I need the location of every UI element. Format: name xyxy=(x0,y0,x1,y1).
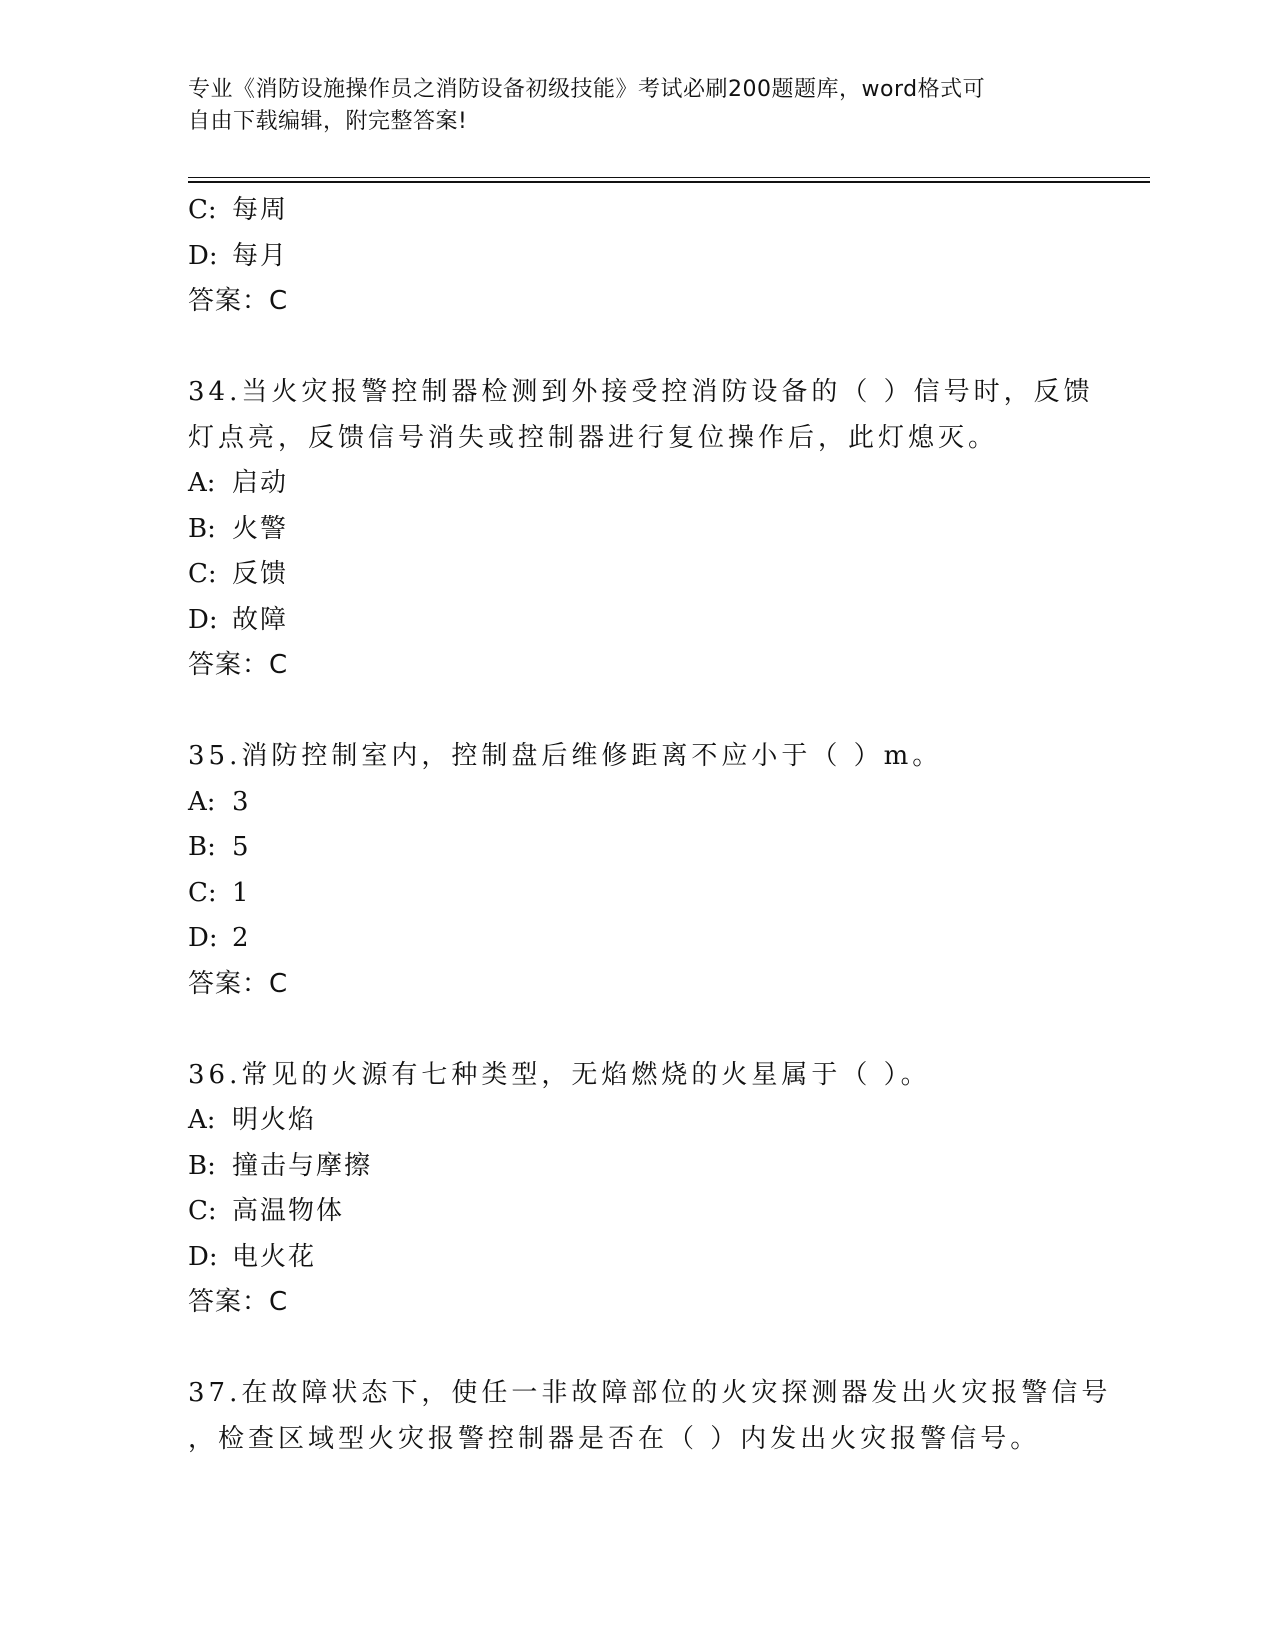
option-c xyxy=(188,871,1088,917)
question-text-line-1: 35.消防控制室内，控制盘后维修距离不应小于（ ）m。 xyxy=(188,741,943,771)
answer: 答案：C xyxy=(188,286,289,316)
option-key: C: xyxy=(188,559,217,589)
option-key: B: xyxy=(188,832,216,862)
question-36 xyxy=(188,1053,1088,1326)
option-c xyxy=(188,188,1088,234)
option-key: D: xyxy=(188,1241,218,1272)
header-divider-thin xyxy=(188,177,1150,178)
option-text: 每月 xyxy=(232,240,289,271)
option-key: A: xyxy=(188,786,216,817)
option-key: C: xyxy=(188,1196,217,1226)
header-line-1: 专业《消防设施操作员之消防设备初级技能》考试必刷200题题库，word格式可 xyxy=(188,77,986,102)
option-text: 5 xyxy=(232,832,251,862)
option-key: C: xyxy=(188,877,217,908)
question-35 xyxy=(188,734,1088,1007)
option-key: B: xyxy=(188,1150,216,1181)
page-header xyxy=(188,74,1068,138)
option-b xyxy=(188,825,1088,871)
option-b xyxy=(188,1144,1088,1190)
option-d xyxy=(188,234,1088,280)
option-text: 高温物体 xyxy=(232,1196,345,1226)
option-text: 故障 xyxy=(232,604,289,635)
answer: 答案：C xyxy=(188,968,289,999)
question-text-line-1: 34.当火灾报警控制器检测到外接受控消防设备的（ ）信号时，反馈 xyxy=(188,377,1094,407)
answer: 答案：C xyxy=(188,650,289,680)
option-a xyxy=(188,780,1088,826)
question-34 xyxy=(188,370,1094,689)
option-text: 明火焰 xyxy=(232,1105,317,1135)
option-text: 每周 xyxy=(232,195,289,225)
question-list xyxy=(188,188,1112,1462)
spacer xyxy=(188,325,1088,371)
option-text: 1 xyxy=(232,877,251,908)
option-d xyxy=(188,1235,1088,1281)
option-key: D: xyxy=(188,604,218,635)
option-text: 火警 xyxy=(232,513,289,544)
option-c xyxy=(188,1189,1088,1235)
spacer xyxy=(188,689,1088,735)
option-text: 启动 xyxy=(232,468,289,498)
spacer xyxy=(188,1326,1088,1372)
answer: 答案：C xyxy=(188,1287,289,1317)
question-text-line-2: ，检查区域型火灾报警控制器是否在（ ）内发出火灾报警信号。 xyxy=(188,1423,1041,1454)
option-text: 2 xyxy=(232,923,251,953)
option-text: 反馈 xyxy=(232,559,289,589)
option-d xyxy=(188,916,1088,962)
option-text: 电火花 xyxy=(232,1241,317,1272)
header-line-2: 自由下载编辑，附完整答案! xyxy=(188,109,468,134)
option-text: 3 xyxy=(232,786,251,817)
question-text-line-1: 37.在故障状态下，使任一非故障部位的火灾探测器发出火灾报警信号 xyxy=(188,1378,1112,1408)
spacer xyxy=(188,1007,1088,1053)
question-37 xyxy=(188,1371,1112,1462)
question-33 xyxy=(188,188,1088,325)
option-a xyxy=(188,461,1088,507)
option-key: A: xyxy=(188,1105,216,1135)
option-key: D: xyxy=(188,240,218,271)
question-text-line-2: 灯点亮，反馈信号消失或控制器进行复位操作后，此灯熄灭。 xyxy=(188,422,999,453)
option-d xyxy=(188,598,1088,644)
option-key: A: xyxy=(188,468,216,498)
question-text-line-1: 36.常见的火源有七种类型，无焰燃烧的火星属于（ ）。 xyxy=(188,1059,931,1090)
option-key: B: xyxy=(188,513,216,544)
option-key: D: xyxy=(188,923,218,953)
option-key: C: xyxy=(188,195,217,225)
option-b xyxy=(188,507,1088,553)
option-c xyxy=(188,552,1088,598)
option-text: 撞击与摩擦 xyxy=(232,1150,373,1181)
header-divider-thick xyxy=(188,181,1150,183)
option-a xyxy=(188,1098,1088,1144)
